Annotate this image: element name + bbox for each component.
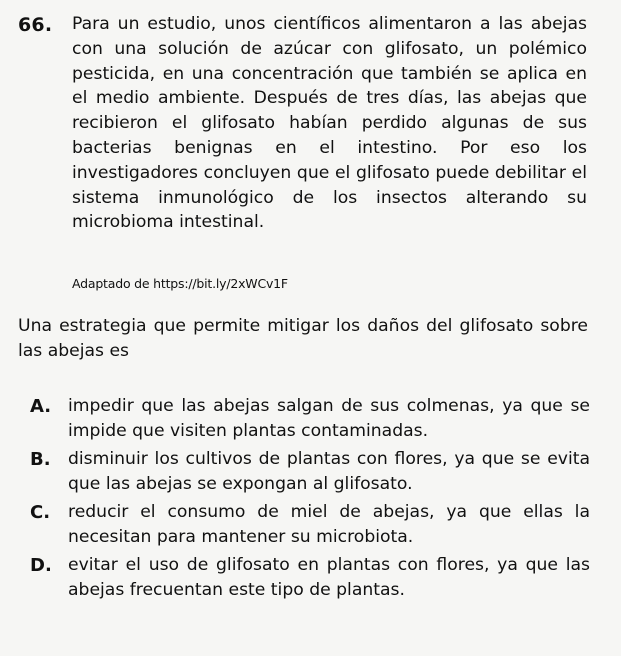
question-prompt: Una estrategia que permite mitigar los daños del glifosato sobre las abejas es bbox=[18, 316, 588, 361]
option-letter: A. bbox=[30, 396, 52, 417]
option-text: disminuir los cultivos de plantas con flores, ya que se evita que las abejas se expongan al glifosato. bbox=[68, 449, 590, 494]
option-letter: C. bbox=[30, 502, 51, 523]
option-b[interactable] bbox=[18, 447, 590, 497]
question-passage: Para un estudio, unos científicos alimentaron a las abejas con una solución de azúcar con glifosato, un polémico pesticida, en una concentración que también se aplica en el medio ambiente. Después de tres días, las abejas que recibieron el glifosato habían perdido algunas de sus bacterias benignas en el intestino. Por eso los investigadores concluyen que el glifosato puede debilitar el sistema inmunológico de los insectos alterando su microbioma intestinal. bbox=[72, 14, 587, 233]
option-a[interactable] bbox=[18, 394, 590, 444]
option-d[interactable] bbox=[18, 553, 590, 603]
option-text: reducir el consumo de miel de abejas, ya que ellas la necesitan para mantener su microbiota. bbox=[68, 502, 590, 547]
option-letter: D. bbox=[30, 555, 52, 576]
question-number: 66. bbox=[18, 14, 53, 36]
option-text: evitar el uso de glifosato en plantas con flores, ya que las abejas frecuentan este tipo de plantas. bbox=[68, 555, 590, 600]
source-citation: Adaptado de https://bit.ly/2xWCv1F bbox=[72, 276, 288, 291]
answer-options bbox=[18, 394, 590, 606]
option-letter: B. bbox=[30, 449, 51, 470]
option-text: impedir que las abejas salgan de sus colmenas, ya que se impide que visiten plantas contaminadas. bbox=[68, 396, 590, 441]
option-c[interactable] bbox=[18, 500, 590, 550]
